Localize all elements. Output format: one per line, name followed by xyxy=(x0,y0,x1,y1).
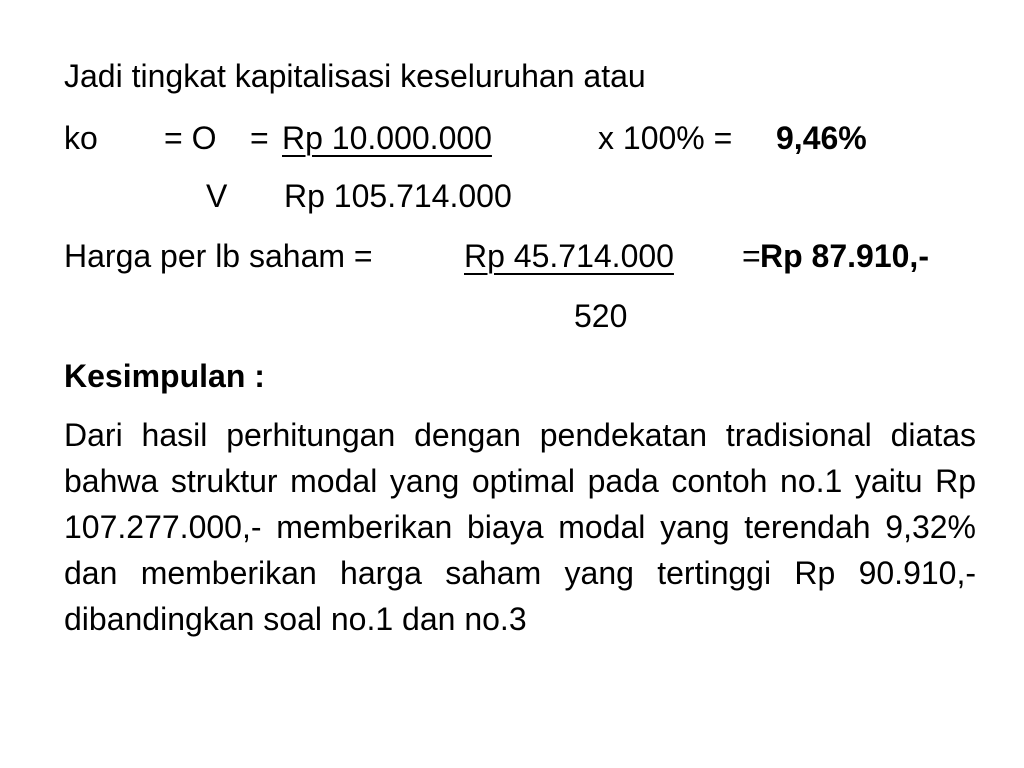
ko-result: 9,46% xyxy=(776,120,867,156)
ko-equals-o: = O xyxy=(164,120,217,156)
harga-equals: = xyxy=(742,238,761,274)
denominator-symbol: V xyxy=(206,178,228,214)
denominator-value: Rp 105.714.000 xyxy=(284,178,512,214)
harga-numerator: Rp 45.714.000 xyxy=(464,238,674,274)
harga-result: Rp 87.910,- xyxy=(760,238,929,274)
harga-label: Harga per lb saham = xyxy=(64,238,373,274)
harga-divisor: 520 xyxy=(574,298,628,334)
ko-times: x 100% = xyxy=(598,120,733,156)
ko-label: ko xyxy=(64,120,98,156)
conclusion-heading: Kesimpulan : xyxy=(64,358,265,394)
ko-numerator: Rp 10.000.000 xyxy=(282,120,492,156)
conclusion-paragraph: Dari hasil perhitungan dengan pendekatan tradisional diatas bahwa struktur modal yang optimal pada contoh no.1 yaitu Rp 107.277.000,- memberikan biaya modal yang terendah 9,32% dan memberikan harga saham yang tertinggi Rp 90.910,- dibandingkan soal no.1 dan no.3 xyxy=(64,417,976,637)
intro-line: Jadi tingkat kapitalisasi keseluruhan atau xyxy=(64,58,646,94)
ko-equals: = xyxy=(250,120,269,156)
